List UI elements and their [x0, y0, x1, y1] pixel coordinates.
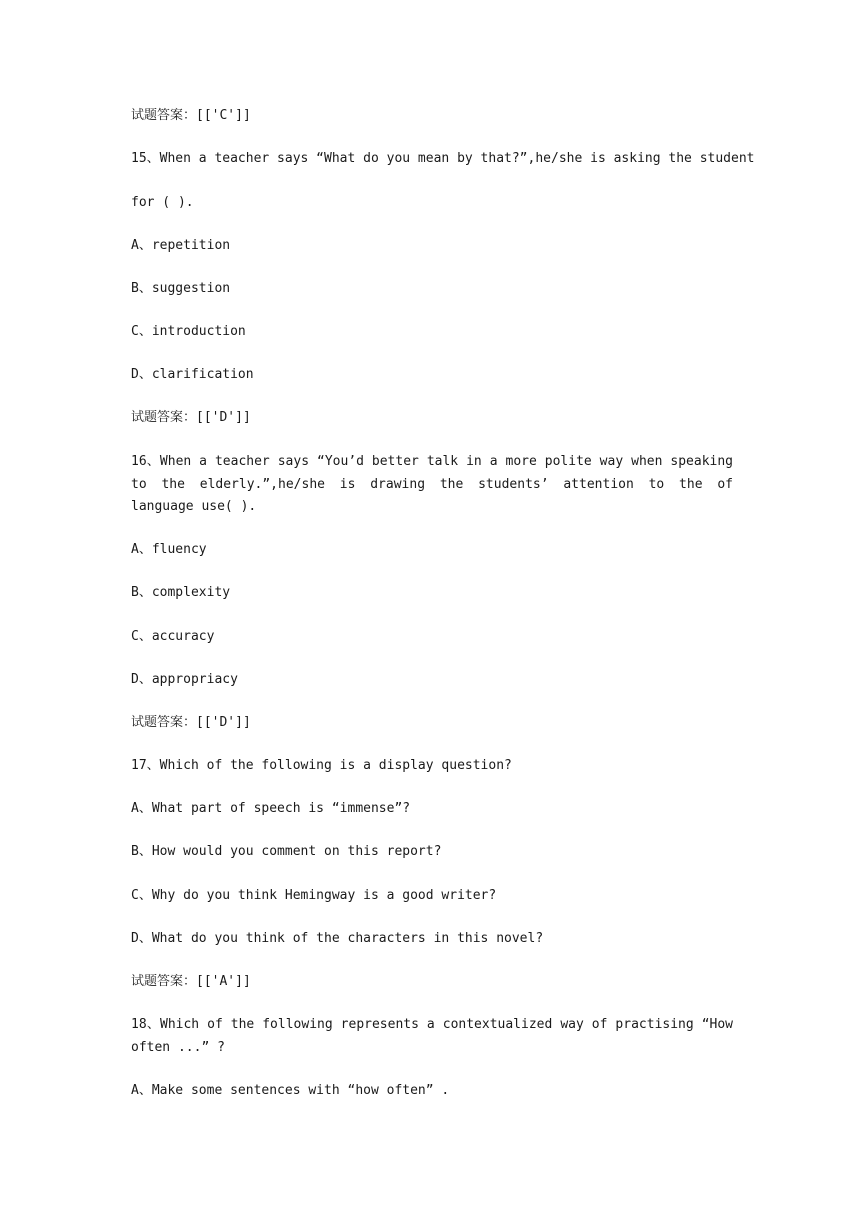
question-17-option-b: B、How would you comment on this report? — [131, 844, 442, 859]
question-15-option-c: C、introduction — [131, 324, 246, 339]
question-17-option-d: D、What do you think of the characters in this novel? — [131, 931, 544, 946]
question-15-option-a: A、repetition — [131, 238, 231, 253]
question-15-stem: 15、When a teacher says “What do you mean by that?”,he/she is asking the student — [131, 151, 755, 166]
question-16-option-b: B、complexity — [131, 585, 231, 600]
question-17-option-c: C、Why do you think Hemingway is a good writer? — [131, 888, 497, 903]
question-16-stem: 16、When a teacher says “You’d better talk in a more polite way when speaking to the elderly.”,he/she is drawing the students’ attention to the of language use( ). — [131, 454, 733, 514]
question-16-option-a: A、fluency — [131, 542, 207, 557]
question-15-option-b: B、suggestion — [131, 281, 231, 296]
answer-key-17: 试题答案：[['A']] — [131, 974, 251, 989]
question-16-option-c: C、accuracy — [131, 629, 215, 644]
answer-key-15: 试题答案：[['D']] — [131, 410, 251, 425]
question-17-stem: 17、Which of the following is a display question? — [131, 758, 512, 773]
question-18-stem: 18、Which of the following represents a contextualized way of practising “How often ...” ? — [131, 1017, 733, 1055]
answer-key-14: 试题答案：[['C']] — [131, 108, 251, 123]
question-16-option-d: D、appropriacy — [131, 672, 238, 687]
answer-key-16: 试题答案：[['D']] — [131, 715, 251, 730]
question-17-option-a: A、What part of speech is “immense”? — [131, 801, 411, 816]
question-15-stem-continued: for ( ). — [131, 195, 194, 210]
question-15-option-d: D、clarification — [131, 367, 254, 382]
question-18-option-a: A、Make some sentences with “how often” . — [131, 1083, 450, 1098]
